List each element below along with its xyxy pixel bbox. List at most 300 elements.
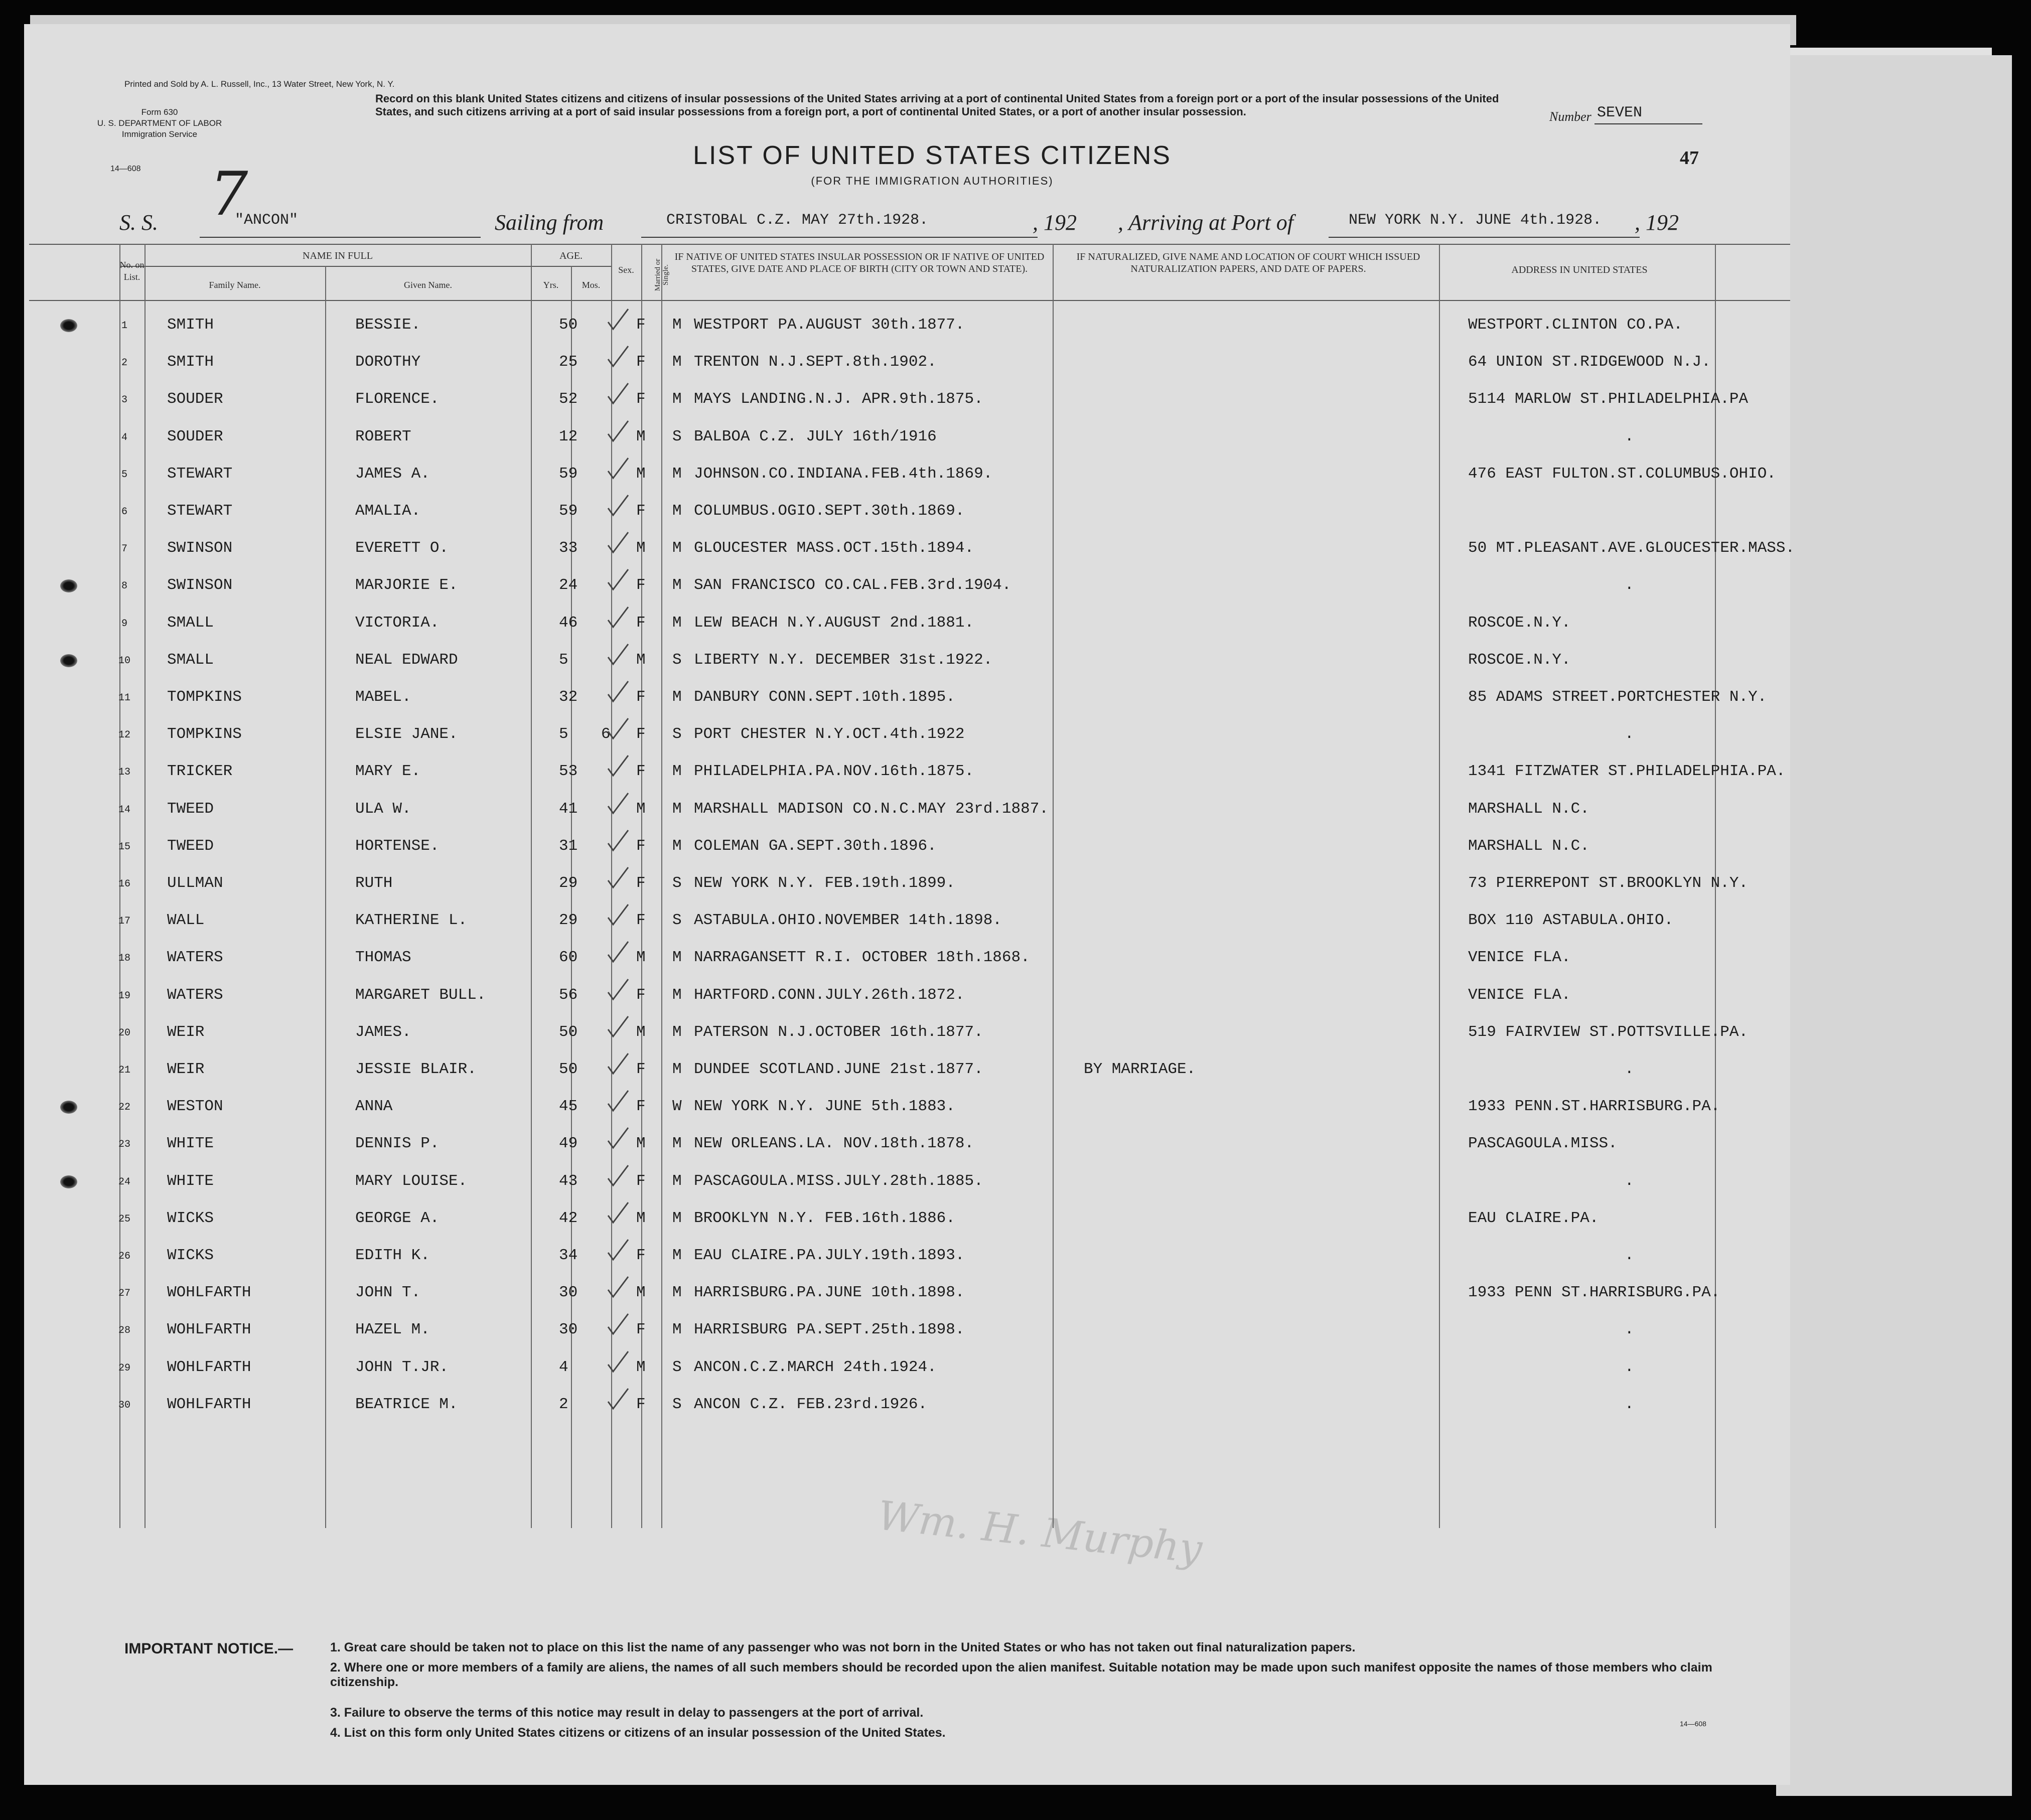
ship-label: S. S. bbox=[119, 210, 158, 235]
address: . bbox=[1625, 427, 1634, 445]
passenger-table bbox=[24, 244, 1795, 1568]
sex: F bbox=[636, 390, 646, 408]
table-row bbox=[24, 428, 1790, 465]
family-name: WATERS bbox=[167, 949, 223, 967]
sex: M bbox=[636, 1358, 646, 1376]
age-years: 42 bbox=[559, 1209, 578, 1227]
address: ROSCOE.N.Y. bbox=[1468, 614, 1571, 632]
address: 1933 PENN.ST.HARRISBURG.PA. bbox=[1468, 1098, 1720, 1116]
notice-item-1: 1. Great care should be taken not to place on this list the name of any passenger who was not born in the United States or who has not taken out final naturalization papers. bbox=[330, 1640, 1356, 1654]
row-number: 7 bbox=[121, 543, 127, 555]
given-name: VICTORIA. bbox=[355, 614, 440, 632]
check-mark-icon bbox=[606, 307, 630, 331]
birth-place-date: ANCON.C.Z.MARCH 24th.1924. bbox=[694, 1358, 937, 1376]
marital-status: M bbox=[672, 986, 682, 1004]
marital-status: M bbox=[672, 763, 682, 781]
age-years: 12 bbox=[559, 427, 578, 445]
number-value: SEVEN bbox=[1597, 104, 1643, 121]
table-row bbox=[24, 986, 1790, 1023]
sex: M bbox=[636, 1023, 646, 1041]
page-title: LIST OF UNITED STATES CITIZENS bbox=[693, 141, 1172, 170]
age-years: 49 bbox=[559, 1135, 578, 1153]
address: ROSCOE.N.Y. bbox=[1468, 651, 1571, 669]
header-age: AGE. bbox=[559, 250, 583, 261]
birth-place-date: TRENTON N.J.SEPT.8th.1902. bbox=[694, 353, 937, 371]
printer-line: Printed and Sold by A. L. Russell, Inc., 13 Water Street, New York, N. Y. bbox=[124, 79, 395, 89]
check-mark-icon bbox=[606, 1312, 630, 1336]
header-address: ADDRESS IN UNITED STATES bbox=[1511, 264, 1648, 275]
sex: F bbox=[636, 874, 646, 892]
marital-status: M bbox=[672, 688, 682, 706]
birth-place-date: NEW ORLEANS.LA. NOV.18th.1878. bbox=[694, 1135, 974, 1153]
given-name: GEORGE A. bbox=[355, 1209, 440, 1227]
sex: F bbox=[636, 1172, 646, 1190]
check-mark-icon bbox=[606, 344, 630, 368]
marital-status: M bbox=[672, 1060, 682, 1078]
check-mark-icon bbox=[606, 716, 630, 740]
table-row bbox=[24, 1209, 1790, 1247]
notice-item-2: 2. Where one or more members of a family are aliens, the names of all such members should be recorded upon the alien manifest. Suitable notation may be made upon such manifest opposite the names of those members who claim citizenship. bbox=[330, 1660, 1712, 1689]
address: 1341 FITZWATER ST.PHILADELPHIA.PA. bbox=[1468, 763, 1786, 781]
header-no: No. on List. bbox=[119, 260, 144, 282]
sex: F bbox=[636, 1247, 646, 1264]
birth-place-date: NARRAGANSETT R.I. OCTOBER 18th.1868. bbox=[694, 949, 1030, 967]
form-info bbox=[94, 107, 225, 140]
birth-place-date: ASTABULA.OHIO.NOVEMBER 14th.1898. bbox=[694, 912, 1002, 930]
row-number: 16 bbox=[118, 878, 130, 890]
birth-place-date: JOHNSON.CO.INDIANA.FEB.4th.1869. bbox=[694, 465, 993, 483]
sex: F bbox=[636, 912, 646, 930]
marital-status: S bbox=[672, 651, 682, 669]
sex: M bbox=[636, 465, 646, 483]
check-mark-icon bbox=[606, 828, 630, 852]
birth-place-date: PASCAGOULA.MISS.JULY.28th.1885. bbox=[694, 1172, 983, 1190]
given-name: BEATRICE M. bbox=[355, 1395, 458, 1413]
address: 85 ADAMS STREET.PORTCHESTER N.Y. bbox=[1468, 688, 1767, 706]
check-mark-icon bbox=[606, 977, 630, 1001]
check-mark-icon bbox=[606, 940, 630, 964]
address: VENICE FLA. bbox=[1468, 949, 1571, 967]
row-number: 22 bbox=[118, 1102, 130, 1114]
birth-place-date: BROOKLYN N.Y. FEB.16th.1886. bbox=[694, 1209, 955, 1227]
sailing-line bbox=[641, 210, 1038, 238]
given-name: FLORENCE. bbox=[355, 390, 440, 408]
check-mark-icon bbox=[606, 1200, 630, 1225]
sex: F bbox=[636, 316, 646, 334]
birth-place-date: HARTFORD.CONN.JULY.26th.1872. bbox=[694, 986, 965, 1004]
check-mark-icon bbox=[606, 1126, 630, 1150]
sex: F bbox=[636, 688, 646, 706]
age-years: 31 bbox=[559, 837, 578, 855]
age-years: 34 bbox=[559, 1247, 578, 1264]
row-number: 15 bbox=[118, 841, 130, 853]
given-name: ELSIE JANE. bbox=[355, 725, 458, 743]
given-name: MABEL. bbox=[355, 688, 411, 706]
address: MARSHALL N.C. bbox=[1468, 800, 1589, 818]
check-mark-icon bbox=[606, 902, 630, 927]
punch-hole bbox=[60, 579, 77, 592]
check-mark-icon bbox=[606, 530, 630, 554]
family-name: WEIR bbox=[167, 1023, 205, 1041]
birth-place-date: GLOUCESTER MASS.OCT.15th.1894. bbox=[694, 539, 974, 557]
sex: F bbox=[636, 1395, 646, 1413]
given-name: EDITH K. bbox=[355, 1247, 430, 1264]
header-mos: Mos. bbox=[582, 280, 601, 290]
row-number: 19 bbox=[118, 990, 130, 1002]
marital-status: M bbox=[672, 1321, 682, 1339]
birth-place-date: COLEMAN GA.SEPT.30th.1896. bbox=[694, 837, 937, 855]
table-row bbox=[24, 800, 1790, 837]
age-years: 45 bbox=[559, 1098, 578, 1116]
table-row bbox=[24, 1396, 1790, 1433]
address: 50 MT.PLEASANT.AVE.GLOUCESTER.MASS. bbox=[1468, 539, 1795, 557]
table-row bbox=[24, 837, 1790, 874]
birth-place-date: ANCON C.Z. FEB.23rd.1926. bbox=[694, 1395, 928, 1413]
page-number: 47 bbox=[1680, 147, 1699, 169]
check-mark-icon bbox=[606, 865, 630, 889]
sex: F bbox=[636, 353, 646, 371]
year-label-2: , 192 bbox=[1635, 210, 1679, 235]
marital-status: W bbox=[672, 1098, 682, 1116]
given-name: JAMES A. bbox=[355, 465, 430, 483]
sex: M bbox=[636, 1284, 646, 1302]
table-row bbox=[24, 1060, 1790, 1098]
address: 519 FAIRVIEW ST.POTTSVILLE.PA. bbox=[1468, 1023, 1749, 1041]
check-mark-icon bbox=[606, 1163, 630, 1187]
row-number: 5 bbox=[121, 469, 127, 481]
table-row bbox=[24, 1098, 1790, 1135]
inspector-signature: Wm. H. Murphy bbox=[875, 1492, 1205, 1573]
address: EAU CLAIRE.PA. bbox=[1468, 1209, 1599, 1227]
age-years: 41 bbox=[559, 800, 578, 818]
check-mark-icon bbox=[606, 605, 630, 629]
age-years: 5 bbox=[559, 725, 568, 743]
arriving-line bbox=[1329, 210, 1640, 238]
address: WESTPORT.CLINTON CO.PA. bbox=[1468, 316, 1683, 334]
family-name: STEWART bbox=[167, 465, 233, 483]
row-number: 24 bbox=[118, 1176, 130, 1188]
bottom-form-code: 14—608 bbox=[1680, 1720, 1706, 1728]
given-name: JOHN T. bbox=[355, 1284, 421, 1302]
birth-place-date: HARRISBURG PA.SEPT.25th.1898. bbox=[694, 1321, 965, 1339]
check-mark-icon bbox=[606, 1349, 630, 1374]
check-mark-icon bbox=[606, 1238, 630, 1262]
marital-status: M bbox=[672, 502, 682, 520]
form-code: 14—608 bbox=[110, 165, 141, 173]
marital-status: M bbox=[672, 949, 682, 967]
address: 1933 PENN ST.HARRISBURG.PA. bbox=[1468, 1284, 1720, 1302]
marital-status: M bbox=[672, 316, 682, 334]
sex: M bbox=[636, 427, 646, 445]
row-number: 20 bbox=[118, 1027, 130, 1039]
year-label-1: , 192 bbox=[1033, 210, 1077, 235]
row-number: 25 bbox=[118, 1213, 130, 1225]
address: MARSHALL N.C. bbox=[1468, 837, 1589, 855]
check-mark-icon bbox=[606, 1387, 630, 1411]
sex: M bbox=[636, 800, 646, 818]
sailing-value: CRISTOBAL C.Z. MAY 27th.1928. bbox=[666, 212, 929, 229]
birth-place-date: EAU CLAIRE.PA.JULY.19th.1893. bbox=[694, 1247, 965, 1264]
sex: M bbox=[636, 949, 646, 967]
marital-status: M bbox=[672, 1247, 682, 1264]
birth-place-date: MAYS LANDING.N.J. APR.9th.1875. bbox=[694, 390, 983, 408]
age-years: 50 bbox=[559, 1023, 578, 1041]
ship-name: "ANCON" bbox=[235, 212, 299, 229]
given-name: MARY E. bbox=[355, 763, 421, 781]
table-row bbox=[24, 1023, 1790, 1060]
marital-status: S bbox=[672, 874, 682, 892]
family-name: STEWART bbox=[167, 502, 233, 520]
age-years: 30 bbox=[559, 1321, 578, 1339]
marital-status: M bbox=[672, 800, 682, 818]
sex: M bbox=[636, 539, 646, 557]
marital-status: S bbox=[672, 912, 682, 930]
header-married: Married or Single. bbox=[654, 258, 670, 291]
row-number: 6 bbox=[121, 506, 127, 518]
family-name: WHITE bbox=[167, 1172, 214, 1190]
given-name: NEAL EDWARD bbox=[355, 651, 458, 669]
family-name: SWINSON bbox=[167, 539, 233, 557]
table-row bbox=[24, 1358, 1790, 1396]
birth-place-date: SAN FRANCISCO CO.CAL.FEB.3rd.1904. bbox=[694, 576, 1011, 594]
table-row bbox=[24, 502, 1790, 539]
family-name: WESTON bbox=[167, 1098, 223, 1116]
check-mark-icon bbox=[606, 567, 630, 591]
address: PASCAGOULA.MISS. bbox=[1468, 1135, 1618, 1153]
family-name: TRICKER bbox=[167, 763, 233, 781]
given-name: MARY LOUISE. bbox=[355, 1172, 468, 1190]
address: . bbox=[1625, 725, 1634, 743]
row-number: 3 bbox=[121, 394, 127, 406]
age-months: 6 bbox=[601, 725, 611, 743]
sex: F bbox=[636, 502, 646, 520]
row-number: 2 bbox=[121, 357, 127, 369]
table-row bbox=[24, 576, 1790, 614]
marital-status: M bbox=[672, 1209, 682, 1227]
given-name: AMALIA. bbox=[355, 502, 421, 520]
sex: F bbox=[636, 837, 646, 855]
row-number: 27 bbox=[118, 1288, 130, 1300]
family-name: WICKS bbox=[167, 1247, 214, 1264]
marital-status: S bbox=[672, 1358, 682, 1376]
given-name: JESSIE BLAIR. bbox=[355, 1060, 477, 1078]
check-mark-icon bbox=[606, 456, 630, 480]
handwritten-list-number: 7 bbox=[210, 160, 248, 229]
table-row bbox=[24, 949, 1790, 986]
birth-place-date: PORT CHESTER N.Y.OCT.4th.1922 bbox=[694, 725, 965, 743]
row-number: 23 bbox=[118, 1139, 130, 1151]
marital-status: S bbox=[672, 427, 682, 445]
punch-hole bbox=[60, 1101, 77, 1114]
sex: M bbox=[636, 651, 646, 669]
check-mark-icon bbox=[606, 1089, 630, 1113]
family-name: SMALL bbox=[167, 651, 214, 669]
age-years: 4 bbox=[559, 1358, 568, 1376]
given-name: ROBERT bbox=[355, 427, 411, 445]
family-name: WOHLFARTH bbox=[167, 1358, 251, 1376]
family-name: SOUDER bbox=[167, 427, 223, 445]
age-years: 56 bbox=[559, 986, 578, 1004]
family-name: WICKS bbox=[167, 1209, 214, 1227]
address: . bbox=[1625, 1395, 1634, 1413]
row-number: 18 bbox=[118, 953, 130, 965]
table-row bbox=[24, 874, 1790, 912]
age-years: 25 bbox=[559, 353, 578, 371]
check-mark-icon bbox=[606, 679, 630, 703]
sex: F bbox=[636, 986, 646, 1004]
sex: M bbox=[636, 1135, 646, 1153]
sex: F bbox=[636, 576, 646, 594]
family-name: TOMPKINS bbox=[167, 725, 242, 743]
header-given-name: Given Name. bbox=[404, 280, 452, 290]
address: . bbox=[1625, 1247, 1634, 1264]
marital-status: M bbox=[672, 1284, 682, 1302]
header-yrs: Yrs. bbox=[543, 280, 559, 290]
birth-place-date: WESTPORT PA.AUGUST 30th.1877. bbox=[694, 316, 965, 334]
header-name-in-full: NAME IN FULL bbox=[303, 250, 373, 261]
age-years: 59 bbox=[559, 502, 578, 520]
family-name: SWINSON bbox=[167, 576, 233, 594]
marital-status: M bbox=[672, 539, 682, 557]
service: Immigration Service bbox=[121, 129, 198, 139]
sex: F bbox=[636, 763, 646, 781]
number-underline bbox=[1594, 123, 1702, 124]
age-years: 50 bbox=[559, 316, 578, 334]
marital-status: M bbox=[672, 576, 682, 594]
age-years: 50 bbox=[559, 1060, 578, 1078]
given-name: KATHERINE L. bbox=[355, 912, 468, 930]
table-row bbox=[24, 614, 1790, 651]
header-sex: Sex. bbox=[618, 265, 634, 275]
marital-status: M bbox=[672, 1172, 682, 1190]
table-row bbox=[24, 1247, 1790, 1284]
given-name: JOHN T.JR. bbox=[355, 1358, 449, 1376]
address: BOX 110 ASTABULA.OHIO. bbox=[1468, 912, 1674, 930]
family-name: TWEED bbox=[167, 800, 214, 818]
given-name: ULA W. bbox=[355, 800, 411, 818]
given-name: DENNIS P. bbox=[355, 1135, 440, 1153]
page-subtitle: (FOR THE IMMIGRATION AUTHORITIES) bbox=[811, 175, 1054, 187]
age-years: 29 bbox=[559, 912, 578, 930]
header-naturalized: IF NATURALIZED, GIVE NAME AND LOCATION OF COURT WHICH ISSUED NATURALIZATION PAPERS, AND DATE OF PAPERS. bbox=[1076, 251, 1420, 274]
given-name: JAMES. bbox=[355, 1023, 411, 1041]
ship-name-line bbox=[200, 210, 481, 238]
age-years: 53 bbox=[559, 763, 578, 781]
age-years: 5 bbox=[559, 651, 568, 669]
birth-place-date: DUNDEE SCOTLAND.JUNE 21st.1877. bbox=[694, 1060, 983, 1078]
address: VENICE FLA. bbox=[1468, 986, 1571, 1004]
marital-status: M bbox=[672, 353, 682, 371]
address: 476 EAST FULTON.ST.COLUMBUS.OHIO. bbox=[1468, 465, 1776, 483]
family-name: TWEED bbox=[167, 837, 214, 855]
address: 5114 MARLOW ST.PHILADELPHIA.PA bbox=[1468, 390, 1749, 408]
row-number: 4 bbox=[121, 431, 127, 443]
sex: F bbox=[636, 614, 646, 632]
marital-status: M bbox=[672, 1135, 682, 1153]
table-row bbox=[24, 912, 1790, 949]
check-mark-icon bbox=[606, 753, 630, 778]
notice-item-4: 4. List on this form only United States citizens or citizens of an insular possession of the United States. bbox=[330, 1726, 946, 1740]
row-number: 30 bbox=[118, 1399, 130, 1411]
age-years: 32 bbox=[559, 688, 578, 706]
table-row bbox=[24, 651, 1790, 688]
row-number: 11 bbox=[118, 692, 130, 704]
table-row bbox=[24, 465, 1790, 502]
family-name: SOUDER bbox=[167, 390, 223, 408]
family-name: WALL bbox=[167, 912, 205, 930]
family-name: WEIR bbox=[167, 1060, 205, 1078]
row-number: 17 bbox=[118, 916, 130, 928]
given-name: MARJORIE E. bbox=[355, 576, 458, 594]
table-row bbox=[24, 1172, 1790, 1209]
row-number: 29 bbox=[118, 1362, 130, 1374]
age-years: 24 bbox=[559, 576, 578, 594]
given-name: EVERETT O. bbox=[355, 539, 449, 557]
birth-place-date: NEW YORK N.Y. FEB.19th.1899. bbox=[694, 874, 955, 892]
header-bottom-rule bbox=[29, 300, 1790, 301]
age-years: 33 bbox=[559, 539, 578, 557]
birth-place-date: BALBOA C.Z. JULY 16th/1916 bbox=[694, 427, 937, 445]
marital-status: M bbox=[672, 1023, 682, 1041]
check-mark-icon bbox=[606, 1051, 630, 1076]
row-number: 21 bbox=[118, 1065, 130, 1076]
table-row bbox=[24, 390, 1790, 427]
check-mark-icon bbox=[606, 493, 630, 517]
birth-place-date: LEW BEACH N.Y.AUGUST 2nd.1881. bbox=[694, 614, 974, 632]
row-number: 9 bbox=[121, 618, 127, 630]
check-mark-icon bbox=[606, 1014, 630, 1038]
check-mark-icon bbox=[606, 419, 630, 443]
number-label: Number bbox=[1549, 109, 1591, 124]
row-number: 13 bbox=[118, 767, 130, 779]
age-years: 43 bbox=[559, 1172, 578, 1190]
marital-status: M bbox=[672, 390, 682, 408]
row-number: 26 bbox=[118, 1251, 130, 1262]
row-number: 14 bbox=[118, 804, 130, 816]
row-number: 12 bbox=[118, 729, 130, 741]
given-name: ANNA bbox=[355, 1098, 393, 1116]
naturalization: BY MARRIAGE. bbox=[1084, 1060, 1196, 1078]
family-name: ULLMAN bbox=[167, 874, 223, 892]
given-name: THOMAS bbox=[355, 949, 411, 967]
age-years: 52 bbox=[559, 390, 578, 408]
birth-place-date: PATERSON N.J.OCTOBER 16th.1877. bbox=[694, 1023, 983, 1041]
check-mark-icon bbox=[606, 791, 630, 815]
marital-status: M bbox=[672, 837, 682, 855]
punch-hole bbox=[60, 1175, 77, 1188]
given-name: HAZEL M. bbox=[355, 1321, 430, 1339]
check-mark-icon bbox=[606, 1275, 630, 1299]
sex: M bbox=[636, 1209, 646, 1227]
age-years: 30 bbox=[559, 1284, 578, 1302]
family-name: SMITH bbox=[167, 316, 214, 334]
table-row bbox=[24, 763, 1790, 800]
punch-hole bbox=[60, 319, 77, 332]
header-family-name: Family Name. bbox=[209, 280, 261, 290]
underlying-page bbox=[1776, 55, 2012, 1796]
table-row bbox=[24, 1321, 1790, 1358]
birth-place-date: PHILADELPHIA.PA.NOV.16th.1875. bbox=[694, 763, 974, 781]
given-name: MARGARET BULL. bbox=[355, 986, 486, 1004]
row-number: 10 bbox=[118, 655, 130, 667]
notice-label: IMPORTANT NOTICE.— bbox=[124, 1640, 294, 1657]
marital-status: M bbox=[672, 465, 682, 483]
birth-place-date: LIBERTY N.Y. DECEMBER 31st.1922. bbox=[694, 651, 993, 669]
age-years: 29 bbox=[559, 874, 578, 892]
given-name: RUTH bbox=[355, 874, 393, 892]
row-number: 1 bbox=[121, 320, 127, 332]
family-name: WATERS bbox=[167, 986, 223, 1004]
